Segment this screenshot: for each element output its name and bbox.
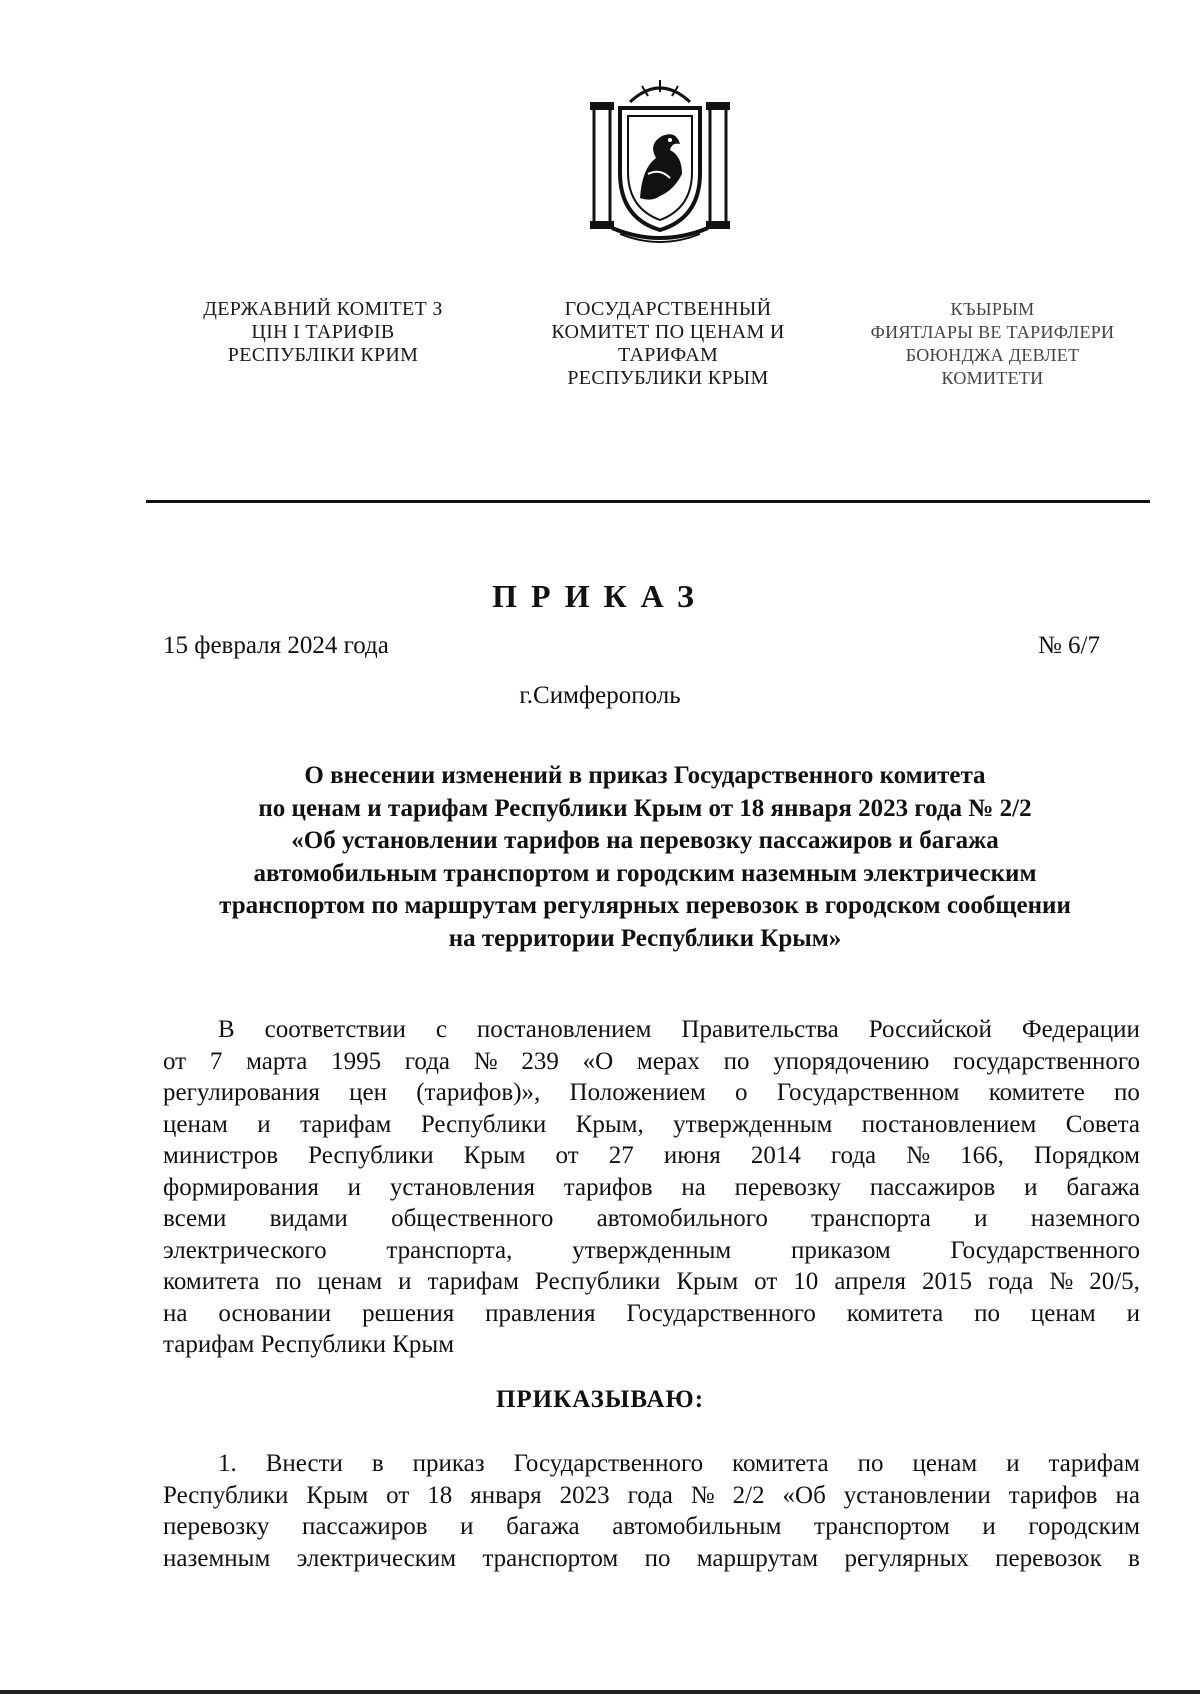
word: по — [275, 1268, 302, 1295]
word: формирования — [163, 1173, 319, 1201]
word: и — [347, 1173, 362, 1201]
subject-line: О внесении изменений в приказ Государственного комитета — [304, 762, 986, 789]
word: и — [1024, 1173, 1038, 1201]
word: соответствии — [264, 1016, 406, 1043]
word: государственного — [953, 1047, 1140, 1075]
word: тарифам — [1048, 1450, 1140, 1477]
word: тарифам — [300, 1110, 392, 1138]
word: № — [1049, 1268, 1074, 1295]
header-right-line: КОМИТЕТИ — [941, 368, 1044, 388]
word: всеми — [163, 1205, 227, 1232]
word: транспортом — [814, 1513, 950, 1540]
word: 27 — [608, 1142, 634, 1169]
word: по — [974, 1299, 1001, 1327]
word: 2015 — [922, 1268, 973, 1295]
word: года — [627, 1481, 673, 1509]
preamble-line — [163, 1172, 1140, 1204]
word: комитете — [988, 1079, 1085, 1106]
word: Крым — [676, 1268, 739, 1295]
subject-line: транспортом по маршрутам регулярных перевозок в городском сообщении — [219, 892, 1071, 919]
word: Республики — [163, 1481, 289, 1509]
document-subject — [150, 760, 1140, 955]
word: основании — [218, 1299, 332, 1327]
word: по — [1114, 1079, 1140, 1106]
word: Российской — [868, 1016, 992, 1043]
word: от — [555, 1142, 579, 1169]
word: от — [163, 1047, 187, 1075]
order-heading: ПРИКАЗЫВАЮ: — [495, 1386, 705, 1413]
word: комитета — [846, 1299, 944, 1327]
word: министров — [163, 1142, 279, 1169]
word: утвержденным — [673, 1110, 833, 1138]
preamble-line — [163, 1046, 1140, 1078]
word: Крым — [463, 1142, 526, 1169]
item-line — [163, 1448, 1140, 1480]
word: Государственном — [776, 1079, 960, 1106]
word: Крым, — [575, 1110, 644, 1138]
header-right-line: ФИЯТЛАРЫ ВЕ ТАРИФЛЕРИ — [870, 322, 1115, 342]
word: 166, — [960, 1142, 1004, 1169]
word: и — [974, 1205, 988, 1232]
document-title: ПРИКАЗ — [492, 578, 708, 614]
crimea-coat-of-arms-emblem — [590, 78, 730, 243]
word: Правительства — [681, 1016, 839, 1043]
word: 2/2 — [732, 1481, 765, 1509]
word: пассажиров — [869, 1173, 996, 1201]
word: на — [163, 1299, 188, 1327]
word: 7 — [209, 1047, 223, 1075]
word: Республики — [534, 1268, 661, 1295]
header-center-line: КОМИТЕТ ПО ЦЕНАМ И — [551, 321, 785, 343]
word: мерах — [636, 1047, 700, 1075]
subject-line: автомобильным транспортом и городским наземным электрическим — [253, 859, 1037, 887]
word: и — [982, 1513, 996, 1540]
word: приказом — [790, 1236, 891, 1264]
page-bottom-edge — [0, 1690, 1200, 1694]
preamble-line — [163, 1140, 1140, 1172]
header-committee-name-ukrainian — [178, 298, 468, 367]
preamble-line: тарифам Республики Крым — [163, 1331, 455, 1358]
document-number: № 6/7 — [1037, 632, 1100, 659]
word: Положением — [569, 1079, 706, 1106]
word: года — [988, 1268, 1034, 1295]
word: автомобильного — [596, 1205, 768, 1232]
word: 20/5, — [1089, 1268, 1140, 1295]
item-line — [163, 1543, 1140, 1575]
word: № — [906, 1142, 931, 1169]
word: и — [398, 1268, 412, 1295]
word: Государственного — [626, 1299, 816, 1327]
preamble-line — [163, 1298, 1140, 1330]
word: 2023 — [559, 1481, 610, 1509]
word: Порядком — [1033, 1142, 1140, 1169]
word: и — [1006, 1450, 1020, 1477]
item-line — [163, 1480, 1140, 1512]
header-left-line: РЕСПУБЛІКИ КРИМ — [227, 344, 419, 366]
word: по — [644, 1544, 671, 1572]
word: ценам — [317, 1268, 383, 1295]
word: регулярных — [844, 1544, 969, 1572]
word: Крым — [306, 1481, 369, 1509]
word: постановлением — [476, 1016, 652, 1043]
word: ценам — [912, 1450, 978, 1477]
word: электрическим — [296, 1544, 457, 1572]
header-committee-name-russian — [508, 298, 828, 390]
word: № — [690, 1481, 715, 1509]
word: наземного — [1030, 1205, 1140, 1232]
subject-line: «Об установлении тарифов на перевозку пассажиров и багажа — [291, 827, 999, 854]
order-item-1 — [163, 1448, 1140, 1574]
document-city: г.Симферополь — [519, 682, 681, 709]
word: от — [386, 1481, 410, 1509]
header-left-line: ЦІН І ТАРИФІВ — [251, 321, 395, 343]
word: комитета — [163, 1268, 260, 1295]
word: «О — [582, 1047, 614, 1075]
word: Федерации — [1021, 1016, 1140, 1043]
word: января — [470, 1481, 542, 1509]
word: установлении — [843, 1481, 991, 1509]
word: с — [435, 1016, 447, 1043]
word: в — [1128, 1544, 1140, 1572]
word: электрического — [163, 1236, 327, 1264]
word: июня — [663, 1142, 721, 1169]
preamble-line — [163, 1109, 1140, 1141]
word: и — [460, 1513, 474, 1540]
word: на — [681, 1173, 706, 1201]
word: перевозок — [995, 1544, 1102, 1572]
word: перевозку — [734, 1173, 841, 1201]
word: и — [1126, 1299, 1140, 1327]
word: ценам — [1030, 1299, 1096, 1327]
word: ценам — [163, 1110, 228, 1138]
subject-line: на территории Республики Крым» — [448, 924, 842, 952]
preamble-line — [163, 1266, 1140, 1298]
word: 10 — [793, 1268, 819, 1295]
word: от — [754, 1268, 778, 1295]
word: перевозку — [163, 1513, 270, 1540]
preamble-line — [163, 1077, 1140, 1109]
word: Государственного — [513, 1450, 704, 1477]
word: установления — [389, 1173, 535, 1201]
word: марта — [246, 1047, 308, 1075]
word: Совета — [1065, 1110, 1140, 1138]
preamble-line — [163, 1235, 1140, 1267]
word: городским — [1028, 1513, 1140, 1540]
word: года — [404, 1047, 451, 1075]
word: и — [257, 1110, 271, 1138]
word: тарифов — [1008, 1481, 1098, 1509]
word: багажа — [506, 1513, 580, 1540]
word: приказ — [412, 1450, 485, 1477]
header-center-line: ТАРИФАМ — [617, 344, 719, 366]
word: Республики — [420, 1110, 547, 1138]
word: тарифам — [427, 1268, 519, 1295]
word: утвержденным — [572, 1236, 732, 1264]
subject-line: по ценам и тарифам Республики Крым от 18 января 2023 года № 2/2 — [258, 794, 1032, 822]
word: постановлением — [861, 1110, 1037, 1138]
word: на — [1115, 1481, 1140, 1509]
word: пассажиров — [301, 1513, 428, 1540]
word: общественного — [391, 1205, 554, 1232]
document-date: 15 февраля 2024 года — [163, 632, 389, 659]
header-committee-name-crimean-tatar — [850, 298, 1135, 390]
word: В — [218, 1016, 235, 1043]
word: транспортом — [482, 1544, 619, 1572]
header-right-line: БОЮНДЖА ДЕВЛЕТ — [905, 345, 1080, 365]
preamble-paragraph — [163, 1014, 1140, 1361]
word: правления — [485, 1299, 596, 1327]
word: о — [735, 1079, 748, 1106]
word: 18 — [427, 1481, 453, 1509]
word: автомобильным — [612, 1513, 782, 1540]
word: наземным — [163, 1544, 271, 1572]
word: Государственного — [950, 1236, 1140, 1264]
word: апреля — [834, 1268, 907, 1295]
header-left-line: ДЕРЖАВНИЙ КОМІТЕТ З — [203, 298, 443, 320]
word: багажа — [1066, 1173, 1140, 1201]
word: транспорта, — [386, 1236, 513, 1264]
header-divider — [146, 500, 1150, 503]
preamble-line — [163, 1014, 1140, 1046]
word: по — [857, 1450, 884, 1477]
word: упорядочению — [773, 1047, 930, 1075]
item-line — [163, 1511, 1140, 1543]
word: маршрутам — [696, 1544, 819, 1572]
word: № — [473, 1047, 498, 1075]
word: 1995 — [331, 1047, 382, 1075]
word: «Об — [782, 1481, 826, 1509]
word: по — [723, 1047, 750, 1075]
word: 1. — [218, 1450, 237, 1477]
word: транспорта — [811, 1205, 931, 1232]
word: года — [830, 1142, 877, 1169]
word: Внести — [265, 1450, 343, 1477]
word: 239 — [521, 1047, 559, 1075]
word: Республики — [308, 1142, 434, 1169]
word: тарифов — [563, 1173, 653, 1201]
word: решения — [362, 1299, 455, 1327]
word: видами — [269, 1205, 348, 1232]
header-center-line: ГОСУДАРСТВЕННЫЙ — [564, 298, 772, 320]
word: комитета — [732, 1450, 829, 1477]
word: в — [371, 1450, 384, 1477]
word: регулирования — [163, 1079, 320, 1106]
preamble-line — [163, 1203, 1140, 1235]
header-right-line: КЪЫРЫМ — [950, 299, 1035, 319]
word: (тарифов)», — [416, 1079, 541, 1106]
header-center-line: РЕСПУБЛИКИ КРЫМ — [567, 367, 769, 389]
word: 2014 — [750, 1142, 801, 1169]
word: цен — [349, 1079, 387, 1106]
